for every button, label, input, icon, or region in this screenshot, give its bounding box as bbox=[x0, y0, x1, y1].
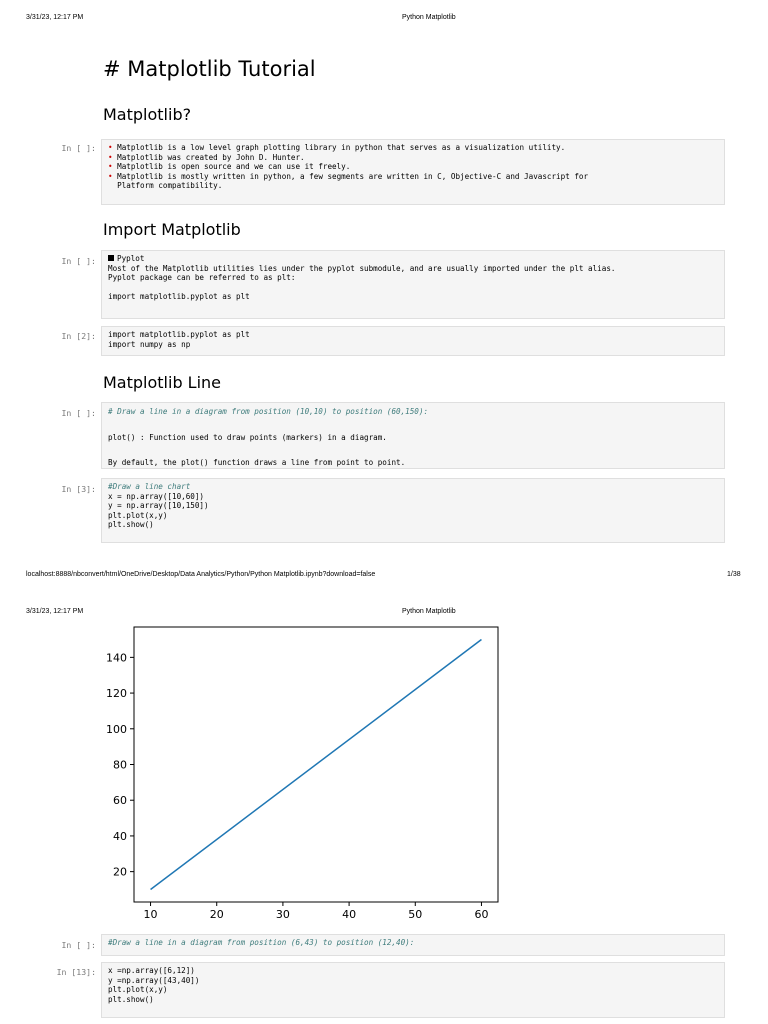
section-heading-line: Matplotlib Line bbox=[103, 373, 222, 392]
cell-line: By default, the plot() function draws a line from point to point. bbox=[108, 458, 406, 468]
code-line: y =np.array([43,40]) bbox=[108, 975, 200, 985]
cell-prompt: In [3]: bbox=[61, 484, 96, 494]
print-footer-url: localhost:8888/nbconvert/html/OneDrive/Desktop/Data Analytics/Python/Python Matplotlib.ipynb?download=false bbox=[26, 571, 376, 578]
code-cell[interactable] bbox=[101, 478, 725, 543]
cell-line: Matplotlib is a low level graph plotting library in python that serves as a visualization utility. bbox=[117, 143, 566, 152]
cell-prompt: In [ ]: bbox=[61, 256, 96, 266]
cell-prompt: In [ ]: bbox=[61, 940, 96, 950]
code-cell[interactable] bbox=[101, 326, 725, 356]
code-cell[interactable] bbox=[101, 962, 725, 1018]
print-header-datetime: 3/31/23, 12:17 PM bbox=[26, 608, 84, 615]
markdown-cell[interactable]: • Matplotlib is a low level graph plotting library in python that serves as a visualization utility. • Matplotlib was created by John D. Hunter. • Matplotlib is open source and we can use it freely. • Matplotlib is mostly written in python, a few segments are written in C, Objective-C and Javascript for Platform compatibility. bbox=[101, 139, 725, 205]
cell-line: Pyplot package can be referred to as plt: bbox=[108, 273, 296, 283]
cell-prompt: In [2]: bbox=[61, 331, 96, 341]
code-line: #Draw a line chart bbox=[108, 482, 191, 491]
y-tick-label: 140 bbox=[106, 651, 127, 665]
cell-line: #Draw a line in a diagram from position (6,43) to position (12,40): bbox=[108, 938, 415, 947]
cell-line: plot() : Function used to draw points (markers) in a diagram. bbox=[108, 432, 387, 442]
code-line: x =np.array([6,12]) bbox=[108, 966, 195, 975]
y-tick-label: 80 bbox=[113, 758, 127, 772]
cell-prompt: In [13]: bbox=[56, 967, 96, 977]
cell-line: Matplotlib was created by John D. Hunter. bbox=[117, 152, 305, 162]
x-tick-label: 60 bbox=[474, 908, 489, 921]
y-tick-label: 120 bbox=[106, 687, 127, 701]
markdown-cell[interactable] bbox=[101, 934, 725, 956]
notebook-title: # Matplotlib Tutorial bbox=[103, 57, 316, 81]
x-tick-label: 40 bbox=[342, 908, 357, 921]
markdown-cell[interactable] bbox=[101, 402, 725, 469]
section-heading-import: Import Matplotlib bbox=[103, 220, 241, 239]
y-tick-label: 20 bbox=[113, 865, 127, 879]
x-tick-label: 20 bbox=[209, 908, 224, 921]
line-chart bbox=[95, 622, 515, 922]
y-tick-label: 40 bbox=[113, 829, 127, 843]
code-line: y = np.array([10,150]) bbox=[108, 501, 209, 511]
x-tick-label: 30 bbox=[275, 908, 290, 921]
cell-prompt: In [ ]: bbox=[61, 143, 96, 153]
cell-line: Matplotlib is open source and we can use it freely. bbox=[117, 162, 351, 172]
code-line: plt.show() bbox=[108, 994, 154, 1004]
x-tick-label: 10 bbox=[143, 908, 158, 921]
y-tick-label: 60 bbox=[113, 794, 127, 808]
print-header-datetime: 3/31/23, 12:17 PM bbox=[26, 14, 84, 21]
code-line: plt.plot(x,y) bbox=[108, 985, 168, 995]
markdown-cell[interactable] bbox=[101, 250, 725, 319]
cell-line: # Draw a line in a diagram from position (10,10) to position (60,150): bbox=[108, 407, 429, 416]
cell-line: import matplotlib.pyplot as plt bbox=[108, 292, 250, 302]
section-heading-matplotlib: Matplotlib? bbox=[103, 105, 192, 124]
cell-line: Pyplot bbox=[117, 254, 145, 263]
code-line: import matplotlib.pyplot as plt bbox=[108, 330, 250, 339]
code-line: x = np.array([10,60]) bbox=[108, 491, 205, 501]
code-line: import numpy as np bbox=[108, 339, 191, 349]
x-tick-label: 50 bbox=[408, 908, 423, 921]
cell-prompt: In [ ]: bbox=[61, 408, 96, 418]
y-tick-label: 100 bbox=[106, 722, 127, 736]
print-header-title: Python Matplotlib bbox=[402, 608, 456, 615]
code-line: plt.plot(x,y) bbox=[108, 510, 168, 520]
code-line: plt.show() bbox=[108, 520, 154, 530]
cell-line: Platform compatibility. bbox=[117, 181, 223, 191]
print-footer-page: 1/38 bbox=[727, 571, 741, 578]
square-bullet-icon bbox=[108, 255, 114, 261]
cell-line: Most of the Matplotlib utilities lies under the pyplot submodule, and are usually imported under the plt alias. bbox=[108, 263, 616, 273]
print-header-title: Python Matplotlib bbox=[402, 14, 456, 21]
cell-line: Matplotlib is mostly written in python, a few segments are written in C, Objective-C and Javascript for bbox=[117, 171, 589, 181]
